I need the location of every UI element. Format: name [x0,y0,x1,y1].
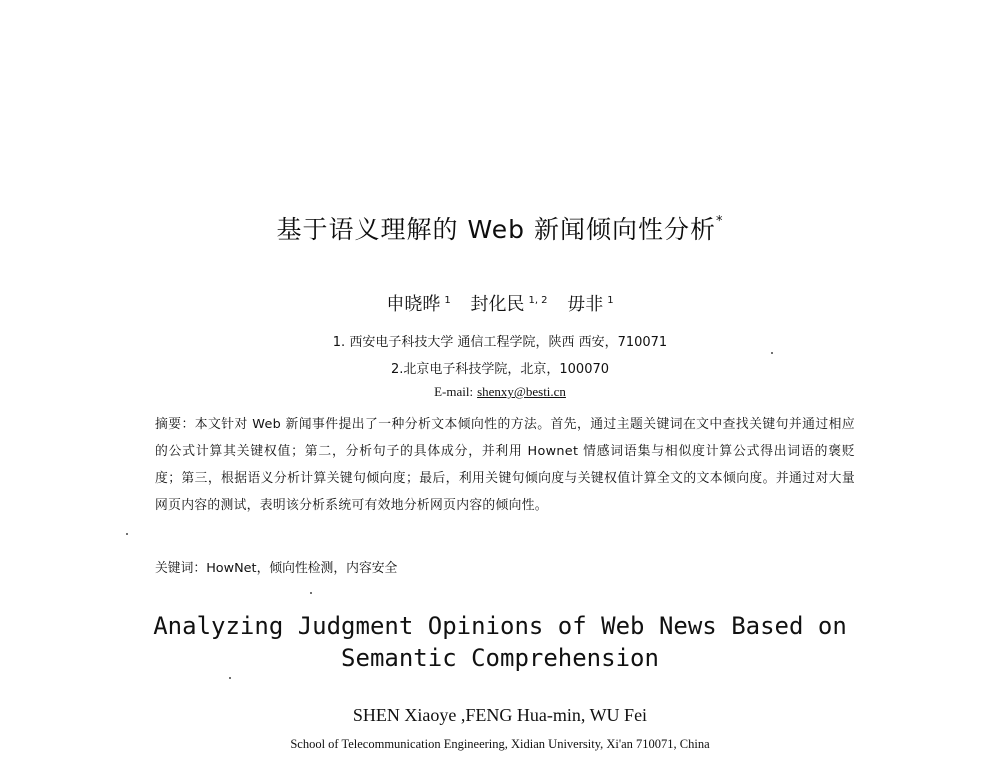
author-cn [386,294,450,315]
paper-title-cn [0,210,1000,246]
authors-en: SHEN Xiaoye ,FENG Hua-min, WU Fei [352,705,648,725]
author-cn-name: 申晓晔 [386,294,441,315]
title-en-line-1: Analyzing Judgment Opinions of Web News Based on [153,612,847,640]
author-cn-affil: 1 [444,295,451,306]
affiliation-cn-2: 2.北京电子科技学院，北京，100070 [390,362,610,377]
author-cn-affil: 1, 2 [528,295,548,306]
title-cn-text: 基于语义理解的 Web 新闻倾向性分析 [276,215,716,244]
email-label: E-mail: [434,384,474,399]
paper-title-en [0,610,1000,674]
author-cn [567,294,613,315]
authors-cn [0,290,1000,316]
email-line [0,384,1000,400]
author-cn-affil: 1 [607,295,614,306]
scan-speck [310,592,312,594]
author-cn [470,294,547,315]
affiliation-cn-1: 1. 西安电子科技大学 通信工程学院，陕西 西安，710071 [332,335,668,350]
scan-speck [229,677,231,679]
keywords-cn: 关键词：HowNet，倾向性检测，内容安全 [155,561,398,576]
scan-speck [771,352,773,354]
title-footnote-mark: * [715,213,724,229]
email-link[interactable]: shenxy@besti.cn [477,384,566,399]
scan-speck [126,533,128,535]
title-en-line-2: Semantic Comprehension [341,644,659,672]
author-cn-name: 毋非 [567,294,604,315]
author-cn-name: 封化民 [470,294,525,315]
affiliation-en: School of Telecommunication Engineering, Xidian University, Xi'an 710071, China [290,737,710,751]
abstract-cn: 摘要：本文针对 Web 新闻事件提出了一种分析文本倾向性的方法。首先，通过主题关键词在文中查找关键句并通过相应的公式计算其关键权值；第二，分析句子的具体成分，并利用 Hownet 情感词语集与相似度计算公式得出词语的褒贬度；第三，根据语义分析计算关键句倾向度；最后，利用关键句倾向度与关键权值计算全文的文本倾向度。并通过对大量网页内容的测试，表明该分析系统可有效地分析网页内容的倾向性。 [155,417,855,513]
